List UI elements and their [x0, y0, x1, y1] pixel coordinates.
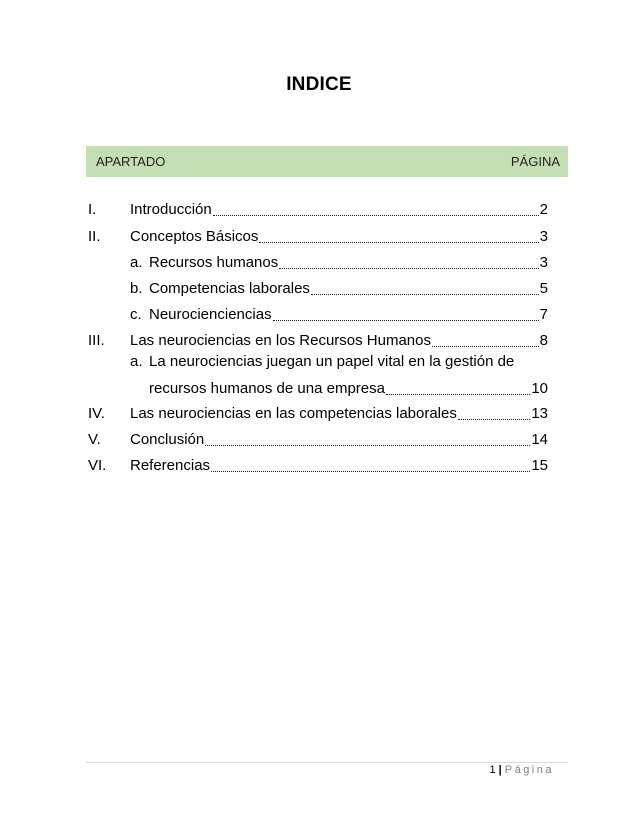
toc-label: recursos humanos de una empresa: [149, 380, 385, 397]
toc-subentry[interactable]: [130, 306, 548, 324]
toc-leader-dots: [279, 267, 538, 269]
toc-number: II.: [88, 228, 101, 245]
toc-subentry-line2[interactable]: [149, 380, 548, 398]
toc-number: I.: [88, 201, 97, 218]
toc-leader-dots: [273, 319, 539, 321]
toc-page: 3: [539, 254, 548, 271]
toc-page: 13: [531, 405, 548, 422]
toc-letter: a.: [130, 254, 143, 271]
toc-entry[interactable]: [130, 228, 548, 246]
toc-label: Conceptos Básicos: [130, 228, 259, 245]
toc-subentry-line1[interactable]: [130, 353, 548, 371]
toc-leader-dots: [386, 393, 530, 395]
toc-label: Referencias: [130, 457, 211, 474]
toc-entry[interactable]: [130, 332, 548, 350]
toc-entry[interactable]: [130, 201, 548, 219]
footer-page-number: 1: [489, 764, 496, 776]
toc-letter: b.: [130, 280, 143, 297]
header-apartado: APARTADO: [96, 154, 166, 169]
toc-page: 10: [531, 380, 548, 397]
toc-entry[interactable]: [130, 405, 548, 423]
toc-number: IV.: [88, 405, 105, 422]
toc-label: Conclusión: [130, 431, 205, 448]
toc-page: 15: [531, 457, 548, 474]
toc-letter: a.: [130, 353, 143, 370]
toc-subentry[interactable]: [130, 280, 548, 298]
toc-page: 3: [539, 228, 548, 245]
toc-leader-dots: [311, 293, 539, 295]
header-pagina: PÁGINA: [510, 154, 560, 169]
toc-page: 2: [539, 201, 548, 218]
toc-page: 7: [539, 306, 548, 323]
toc-number: VI.: [88, 457, 107, 474]
toc-leader-dots: [213, 214, 539, 216]
toc-subentry[interactable]: [130, 254, 548, 272]
page-footer: [490, 763, 554, 777]
footer-separator: |: [498, 764, 502, 776]
toc-label: Las neurociencias en las competencias laborales: [130, 405, 457, 422]
toc-leader-dots: [458, 418, 530, 420]
toc-number: V.: [88, 431, 101, 448]
toc-leader-dots: [205, 444, 530, 446]
toc-label: Las neurociencias en los Recursos Humanos: [130, 332, 431, 349]
toc-leader-dots: [432, 345, 539, 347]
toc-label: Introducción: [130, 201, 212, 218]
page-title: INDICE: [286, 74, 352, 95]
toc-label: Neurocienciencias: [149, 306, 272, 323]
toc-leader-dots: [259, 241, 538, 243]
toc-label: Competencias laborales: [149, 280, 310, 297]
toc-page: 14: [531, 431, 548, 448]
toc-letter: c.: [130, 306, 142, 323]
footer-page-word: Página: [504, 764, 554, 776]
toc-page: 5: [539, 280, 548, 297]
toc-label-line1: La neurociencias juegan un papel vital en la gestión de: [149, 353, 515, 370]
toc-entry[interactable]: [130, 431, 548, 449]
toc-label: Recursos humanos: [149, 254, 279, 271]
toc-number: III.: [88, 332, 105, 349]
toc-leader-dots: [211, 470, 530, 472]
toc-page: 8: [539, 332, 548, 349]
toc-entry[interactable]: [130, 457, 548, 475]
